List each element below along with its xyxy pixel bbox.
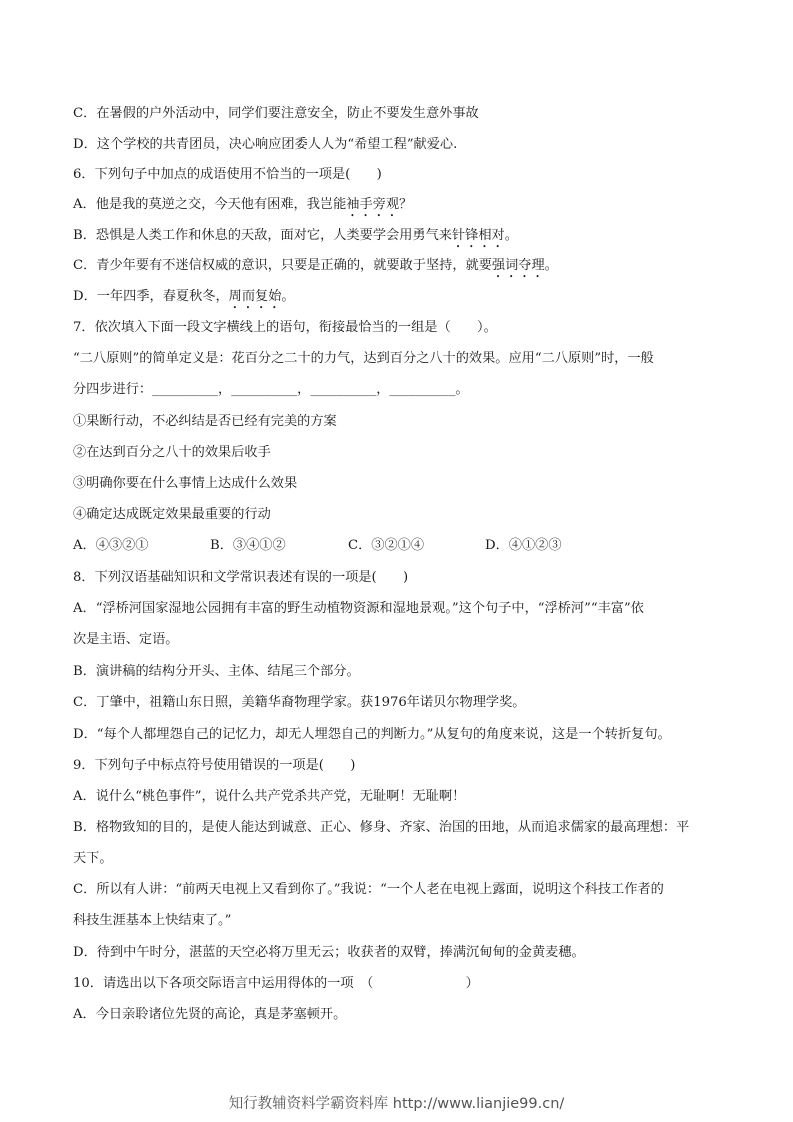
q9-option-d: D．待到中午时分，湛蓝的天空必将万里无云；收获者的双臂，捧满沉甸甸的金黄麦穗。	[73, 945, 585, 960]
q8-option-b: B．演讲稿的结构分开头、主体、结尾三个部分。	[73, 664, 360, 679]
q8-option-d: D．“每个人都埋怨自己的记忆力，却无人埋怨自己的判断力。”从复句的角度来说，这是一个转折复句。	[73, 727, 671, 742]
q7-option-c: C．③②①④	[348, 538, 425, 553]
q9-option-b-line2: 天下。	[73, 851, 113, 866]
q8-option-c: C．丁肇中，祖籍山东日照，美籍华裔物理学家。获1976年诺贝尔物理学奖。	[73, 695, 526, 710]
q9-option-b-line1: B．格物致知的目的，是使人能达到诚意、正心、修身、齐家、治国的田地，从而追求儒家的最高理想：平	[73, 820, 690, 835]
q5-option-c: C．在暑假的户外活动中，同学们要注意安全，防止不要发生意外事故	[73, 106, 479, 121]
dotted-idiom: 针锋相对	[451, 228, 505, 243]
q7-item-1: ①果断行动，不必纠结是否已经有完美的方案	[73, 414, 337, 429]
dotted-idiom: 强词夺理	[491, 258, 545, 273]
q7-option-d: D．④①②③	[485, 538, 562, 553]
q6-option-b: B．恐惧是人类工作和休息的天敌，面对它，人类要学会用勇气来针锋相对。	[73, 228, 518, 243]
q6-option-a: A．他是我的莫逆之交，今天他有困难，我岂能袖手旁观？	[73, 197, 413, 212]
q7-option-b: B．③④①②	[210, 538, 286, 553]
q9-stem: 9．下列句子中标点符号使用错误的一项是( )	[73, 758, 356, 773]
dotted-idiom: 周而复始	[228, 289, 282, 304]
q7-option-a: A．④③②①	[73, 538, 149, 553]
q7-paragraph-line1: “二八原则”的简单定义是：花百分之二十的力气，达到百分之八十的效果。应用“二八原则”时，一般	[73, 351, 654, 366]
q7-item-2: ②在达到百分之八十的效果后收手	[73, 445, 271, 460]
q9-option-a: A．说什么“桃色事件”，说什么共产党杀共产党，无耻啊！无耻啊！	[73, 789, 466, 804]
q8-stem: 8．下列汉语基础知识和文学常识表述有误的一项是( )	[73, 570, 409, 585]
q9-option-c-line1: C．所以有人讲：“前两天电视上又看到你了。”我说：“一个人老在电视上露面，说明这个科技工作者的	[73, 882, 664, 897]
q8-option-a-line1: A．“浮桥河国家湿地公园拥有丰富的野生动植物资源和湿地景观。”这个句子中，“浮桥河”“丰富”依	[73, 601, 644, 616]
q7-item-3: ③明确你要在什么事情上达成什么效果	[73, 476, 298, 491]
footer-watermark: 知行教辅资料学霸资料库 http://www.lianjie99.cn/	[228, 1096, 565, 1112]
q6-option-d: D．一年四季，春夏秋冬，周而复始。	[73, 289, 295, 304]
q8-option-a-line2: 次是主语、定语。	[73, 632, 179, 647]
q10-option-a: A．今日亲聆诸位先贤的高论，真是茅塞顿开。	[73, 1007, 347, 1022]
q6-stem: 6．下列句子中加点的成语使用不恰当的一项是( )	[73, 167, 382, 182]
q9-option-c-line2: 科技生涯基本上快结束了。”	[73, 913, 232, 928]
q7-stem: 7．依次填入下面一段文字横线上的语句，衔接最恰当的一组是（ ）。	[73, 320, 497, 335]
q7-paragraph-line2: 分四步进行：__________，__________，__________，__________。	[73, 382, 469, 397]
q6-option-c: C．青少年要有不迷信权威的意识，只要是正确的，就要敢于坚持，就要强词夺理。	[73, 258, 558, 273]
dotted-idiom: 袖手旁观	[346, 197, 400, 212]
q7-item-4: ④确定达成既定效果最重要的行动	[73, 507, 271, 522]
q5-option-d: D．这个学校的共青团员，决心响应团委人人为“希望工程”献爱心.	[73, 137, 458, 152]
q10-stem: 10．请选出以下各项交际语言中运用得体的一项 （ ）	[73, 976, 479, 991]
